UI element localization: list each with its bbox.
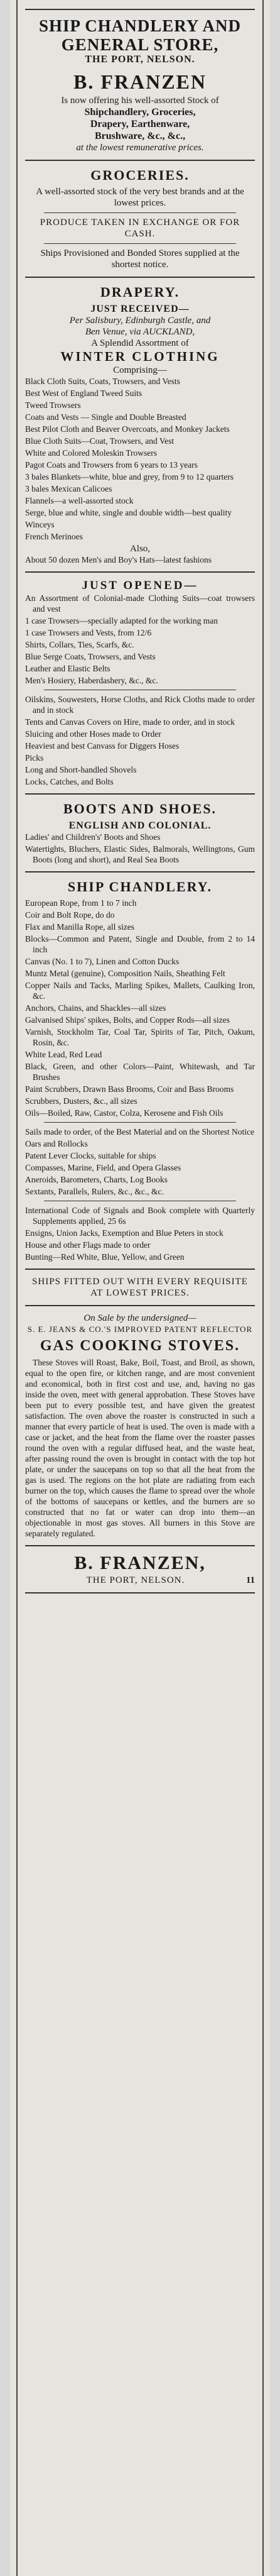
footer-section (25, 1553, 255, 1586)
list-item: Ladies' and Children's' Boots and Shoes (25, 832, 161, 842)
list-item: Scrubbers, Dusters, &c., all sizes (25, 1096, 137, 1106)
list-item: Locks, Catches, and Bolts (25, 777, 114, 786)
list-item: Pagot Coats and Trowsers from 6 years to 13 years (25, 460, 198, 470)
also: Also, (129, 544, 151, 554)
list-item: Patent Lever Clocks, suitable for ships (25, 1151, 156, 1160)
groceries-text: A well-assorted stock of the very best brands and at the lowest prices. (36, 187, 244, 208)
list-item: Oilskins, Souwesters, Horse Cloths, and Rick Cloths made to order and in stock (25, 695, 255, 715)
just-received: JUST RECEIVED— (90, 304, 190, 314)
footer-address: THE PORT, NELSON. (86, 1575, 185, 1585)
rule (25, 1269, 255, 1270)
location: THE PORT, NELSON. (85, 54, 195, 65)
list-item: House and other Flags made to order (25, 1240, 151, 1250)
list-item: Sails made to order, of the Best Material and on the Shortest Notice (25, 1127, 254, 1137)
list-item: Leather and Elastic Belts (25, 664, 110, 673)
winter-clothing: WINTER CLOTHING (60, 349, 220, 364)
splendid-assortment: A Splendid Assortment of (91, 338, 189, 348)
just-opened-heading: JUST OPENED— (82, 579, 198, 592)
list-item: 3 bales Blankets—white, blue and grey, from 9 to 12 quarters (25, 472, 234, 482)
list-item: Ensigns, Union Jacks, Exemption and Blue Peters in stock (25, 1228, 223, 1238)
on-sale: On Sale by the undersigned— (83, 1313, 197, 1323)
list-item: Heaviest and best Canvass for Diggers Hoses (25, 741, 180, 751)
rule (25, 277, 255, 278)
footer-line (25, 1575, 255, 1586)
list-item: Serge, blue and white, single and double width—best quality (25, 508, 232, 517)
per-ships-line-1: Per Salisbury, Edinburgh Castle, and (69, 316, 211, 326)
divider (44, 212, 236, 213)
top-rule (25, 9, 255, 10)
advertisement-column (10, 0, 270, 2576)
list-item: French Merinoes (25, 532, 83, 541)
list-item: Bunting—Red White, Blue, Yellow, and Green (25, 1252, 185, 1262)
intro-line-2: Shipchandlery, Groceries, (84, 107, 196, 118)
divider (44, 243, 236, 244)
list-item: Anchors, Chains, and Shackles—all sizes (25, 1003, 166, 1013)
drapery-section (25, 284, 255, 565)
list-item: Men's Hosiery, Haberdashery, &c., &c. (25, 676, 158, 685)
chandlery-heading: SHIP CHANDLERY. (67, 879, 213, 894)
intro-line-3: Drapery, Earthenware, (90, 119, 190, 129)
comprising: Comprising— (113, 365, 167, 375)
drapery-items (25, 376, 255, 542)
fitted-out-section (25, 1276, 255, 1299)
list-item: Sluicing and other Hoses made to Order (25, 729, 161, 739)
drapery-heading: DRAPERY. (100, 284, 180, 300)
list-item: Coir and Bolt Rope, do do (25, 910, 115, 920)
list-item: Oars and Rollocks (25, 1139, 88, 1148)
list-item: White Lead, Red Lead (25, 1050, 102, 1059)
gas-stoves-heading: GAS COOKING STOVES. (40, 1338, 240, 1354)
list-item: Galvanised Ships' spikes, Bolts, and Copper Rods—all sizes (25, 1015, 230, 1025)
per-ships-line-2: Ben Venue, via AUCKLAND, (85, 327, 195, 337)
list-item: Coats and Vests — Single and Double Breasted (25, 412, 186, 422)
patent-line: S. E. JEANS & CO.'S IMPROVED PATENT REFLECTOR (27, 1324, 253, 1334)
list-item: Black Cloth Suits, Coats, Trowsers, and Vests (25, 377, 180, 386)
left-column-rule (16, 0, 18, 2576)
list-item: White and Colored Moleskin Trowsers (25, 448, 157, 458)
list-item: Blocks—Common and Patent, Single and Double, from 2 to 14 inch (25, 934, 255, 954)
list-item: Muntz Metal (genuine), Composition Nails, Sheathing Felt (25, 969, 225, 978)
boots-heading: BOOTS AND SHOES. (63, 801, 217, 817)
list-item: Compasses, Marine, Field, and Opera Glasses (25, 1163, 181, 1172)
list-item: Tents and Canvas Covers on Hire, made to order, and in stock (25, 717, 235, 727)
list-item: Tweed Trowsers (25, 400, 81, 410)
header-section (25, 16, 255, 153)
rule (25, 160, 255, 161)
rule (25, 1545, 255, 1546)
list-item: Best Pilot Cloth and Beaver Overcoats, and Monkey Jackets (25, 424, 230, 434)
list-item: 3 bales Mexican Calicoes (25, 484, 112, 493)
list-item: 1 case Trowsers and Vests, from 12/6 (25, 628, 152, 637)
list-item: Paint Scrubbers, Drawn Bass Brooms, Coir and Bass Brooms (25, 1084, 234, 1094)
list-item: Varnish, Stockholm Tar, Coal Tar, Spirits of Tar, Pitch, Oakum, Rosin, &c. (25, 1027, 255, 1047)
list-item: European Rope, from 1 to 7 inch (25, 898, 137, 908)
list-item: Winceys (25, 520, 55, 529)
groceries-section (25, 167, 255, 270)
list-item: Flannels—a well-assorted stock (25, 496, 134, 505)
rule (25, 571, 255, 573)
list-item: Oils—Boiled, Raw, Castor, Colza, Kerosene and Fish Oils (25, 1108, 223, 1118)
rule (25, 793, 255, 795)
list-item: International Code of Signals and Book complete with Quarterly Supplements applied, 25 6s (25, 1206, 255, 1226)
title-line-1: SHIP CHANDLERY AND (38, 16, 242, 35)
intro-line-5: at the lowest remunerative prices. (76, 143, 204, 153)
list-item: Picks (25, 753, 44, 762)
chandlery-section (25, 879, 255, 1262)
gas-stoves-section (25, 1313, 255, 1539)
list-item: Blue Cloth Suits—Coat, Trowsers, and Vest (25, 436, 175, 446)
list-item: Sextants, Parallels, Rulers, &c., &c., &c. (25, 1187, 164, 1196)
list-item: About 50 dozen Men's and Boy's Hats—latest fashions (25, 555, 212, 564)
list-item: An Assortment of Colonial-made Clothing Suits—coat trowsers and vest (25, 593, 255, 614)
list-item: Watertights, Bluchers, Elastic Sides, Balmorals, Wellingtons, Gum Boots (long and short), and Real Sea Boots (25, 844, 255, 864)
proprietor-name: B. FRANZEN (73, 70, 207, 93)
footer-number: 11 (245, 1575, 255, 1585)
footer-name: B. FRANZEN, (74, 1553, 206, 1573)
produce-exchange: PRODUCE TAKEN IN EXCHANGE OR FOR CASH. (40, 217, 240, 239)
list-item: Canvas (No. 1 to 7), Linen and Cotton Ducks (25, 957, 180, 966)
list-item: 1 case Trowsers—specially adapted for the working man (25, 616, 218, 625)
intro-line-4: Brushware, &c., &c., (94, 131, 186, 141)
bottom-rule (25, 1592, 255, 1593)
list-item: Best West of England Tweed Suits (25, 388, 143, 398)
gas-stoves-description: These Stoves will Roast, Bake, Boil, Toast, and Broil, as shown, equal to the open fire, or kitchen range, and are most convenient and economical, both in first cost and use, and, having no gas inside the oven, meet with general approbation. These Stoves have been put to every possible test, and have given the greatest satisfaction. The oven above the roaster is constructed in such a manner that every particle of heat is used. The oven is made with a case or jacket, and the heat from the flame over the roaster passes round the oven with a regular diffused heat, and the waste heat, after passing round the oven is brought in contact with the top hot plate, or under the saucepans on top so that all the heat from the gas is used. The regions on the hot plate are radiating from each burner on the top, which causes the flame to spread over the whole of the bottoms of saucepans or kettles, and the burners are so constructed that no fat or water can drop into them—an objectionable in most gas stoves. All burners in this Stove are separately regulated. (25, 1358, 255, 1538)
rule (25, 871, 255, 872)
just-opened-section (25, 579, 255, 787)
ships-fitted-out: SHIPS FITTED OUT WITH EVERY REQUISITE AT LOWEST PRICES. (32, 1277, 248, 1298)
list-item: Copper Nails and Tacks, Marling Spikes, Mallets, Caulking Iron, &c. (25, 981, 255, 1001)
rule (25, 1305, 255, 1306)
list-item: Flax and Manilla Rope, all sizes (25, 922, 134, 932)
groceries-heading: GROCERIES. (90, 167, 190, 183)
list-item: Black, Green, and other Colors—Paint, Whitewash, and Tar Brushes (25, 1062, 255, 1082)
list-item: Blue Serge Coats, Trowsers, and Vests (25, 652, 156, 661)
right-column-rule (262, 0, 264, 2576)
intro-line-1: Is now offering his well-assorted Stock of (61, 96, 219, 106)
list-item: Shirts, Collars, Ties, Scarfs, &c. (25, 640, 134, 649)
divider (44, 1122, 236, 1123)
ships-provisioned: Ships Provisioned and Bonded Stores supplied at the shortest notice. (40, 248, 240, 270)
boots-sub: ENGLISH AND COLONIAL. (68, 820, 212, 831)
list-item: Aneroids, Barometers, Charts, Log Books (25, 1175, 168, 1184)
boots-section (25, 801, 255, 865)
list-item: Long and Short-handled Shovels (25, 765, 137, 774)
title-line-2: GENERAL STORE, (61, 35, 219, 54)
